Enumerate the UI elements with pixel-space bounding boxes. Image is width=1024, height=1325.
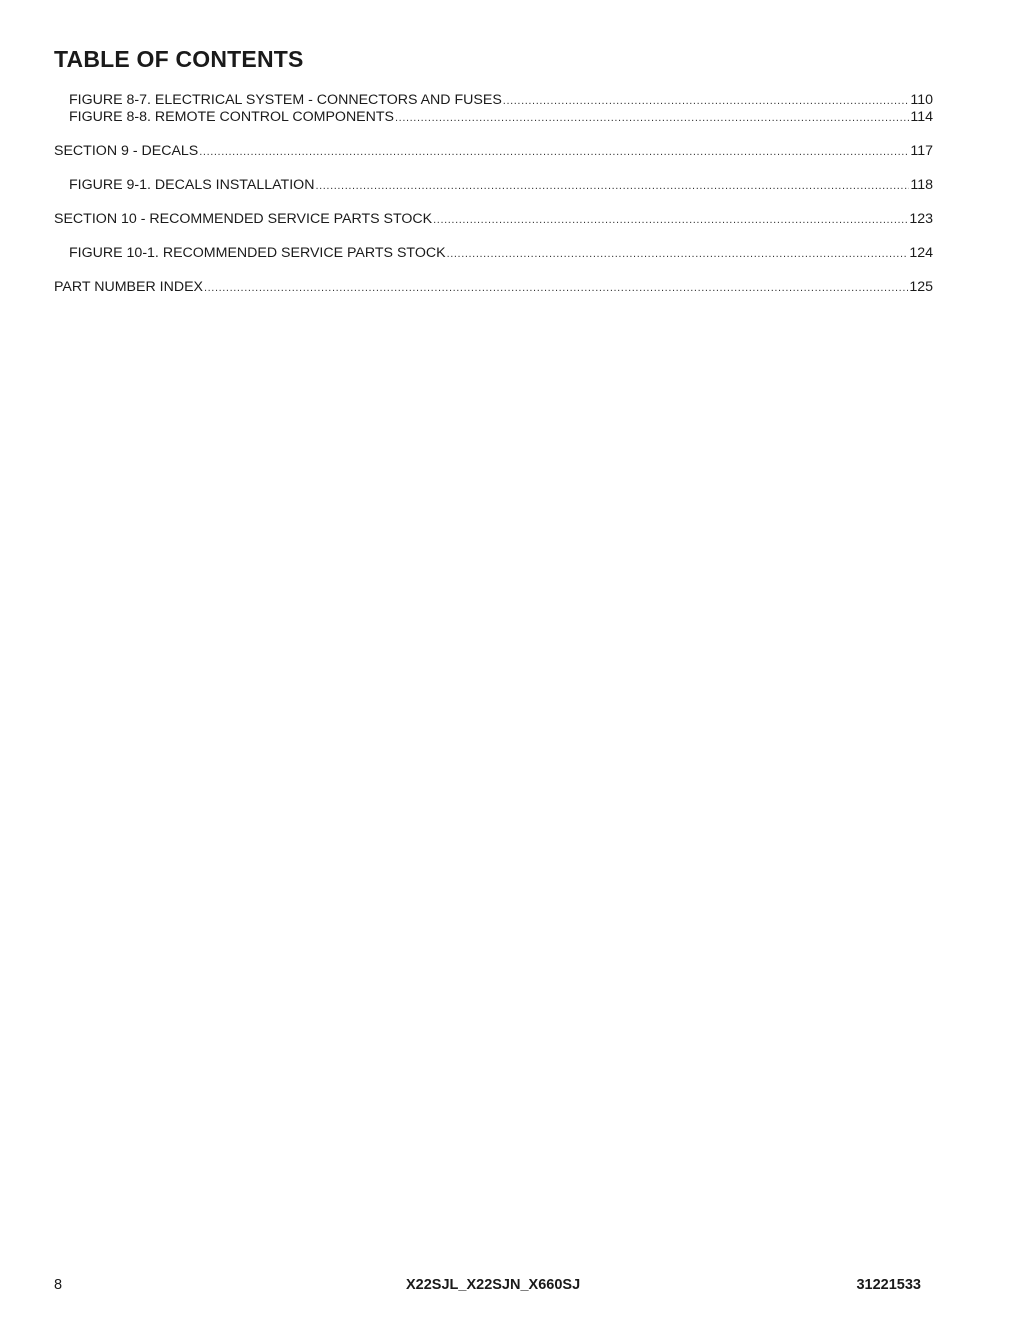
toc-entry-page: 118 bbox=[910, 177, 933, 193]
dot-leader bbox=[204, 280, 908, 297]
toc-entry-page: 125 bbox=[909, 279, 933, 295]
toc-entry-page: 110 bbox=[910, 92, 933, 108]
dot-leader bbox=[199, 144, 909, 161]
toc-entry-label: FIGURE 10-1. RECOMMENDED SERVICE PARTS STOCK bbox=[69, 245, 446, 261]
dot-leader bbox=[395, 110, 909, 127]
toc-entry-label: FIGURE 8-7. ELECTRICAL SYSTEM - CONNECTORS AND FUSES bbox=[69, 92, 502, 108]
footer-doc-number: 31221533 bbox=[856, 1277, 921, 1293]
footer-page-number: 8 bbox=[54, 1277, 63, 1293]
toc-entry-figure-9-1[interactable] bbox=[69, 177, 933, 194]
toc-entry-page: 114 bbox=[910, 109, 933, 125]
toc-entry-section-9[interactable] bbox=[54, 143, 933, 160]
toc-entry-figure-8-7[interactable] bbox=[69, 92, 933, 109]
toc-entry-label: FIGURE 8-8. REMOTE CONTROL COMPONENTS bbox=[69, 109, 395, 125]
page-title: TABLE OF CONTENTS bbox=[54, 46, 304, 72]
page-footer bbox=[54, 1277, 921, 1295]
toc-entry-page: 123 bbox=[909, 211, 933, 227]
toc-entry-page: 124 bbox=[909, 245, 933, 261]
toc-entry-figure-10-1[interactable] bbox=[69, 245, 933, 262]
dot-leader bbox=[447, 246, 909, 263]
toc-entry-part-number-index[interactable] bbox=[54, 279, 933, 296]
toc-entry-figure-8-8[interactable] bbox=[69, 109, 933, 126]
toc-entry-label: SECTION 9 - DECALS bbox=[54, 143, 199, 159]
footer-model: X22SJL_X22SJN_X660SJ bbox=[406, 1277, 581, 1293]
toc-entry-label: PART NUMBER INDEX bbox=[54, 279, 203, 295]
dot-leader bbox=[315, 178, 909, 195]
toc-entry-label: FIGURE 9-1. DECALS INSTALLATION bbox=[69, 177, 315, 193]
toc-entry-page: 117 bbox=[910, 143, 933, 159]
toc-entry-section-10[interactable] bbox=[54, 211, 933, 228]
toc-entry-label: SECTION 10 - RECOMMENDED SERVICE PARTS STOCK bbox=[54, 211, 433, 227]
dot-leader bbox=[433, 212, 908, 229]
dot-leader bbox=[503, 93, 910, 110]
